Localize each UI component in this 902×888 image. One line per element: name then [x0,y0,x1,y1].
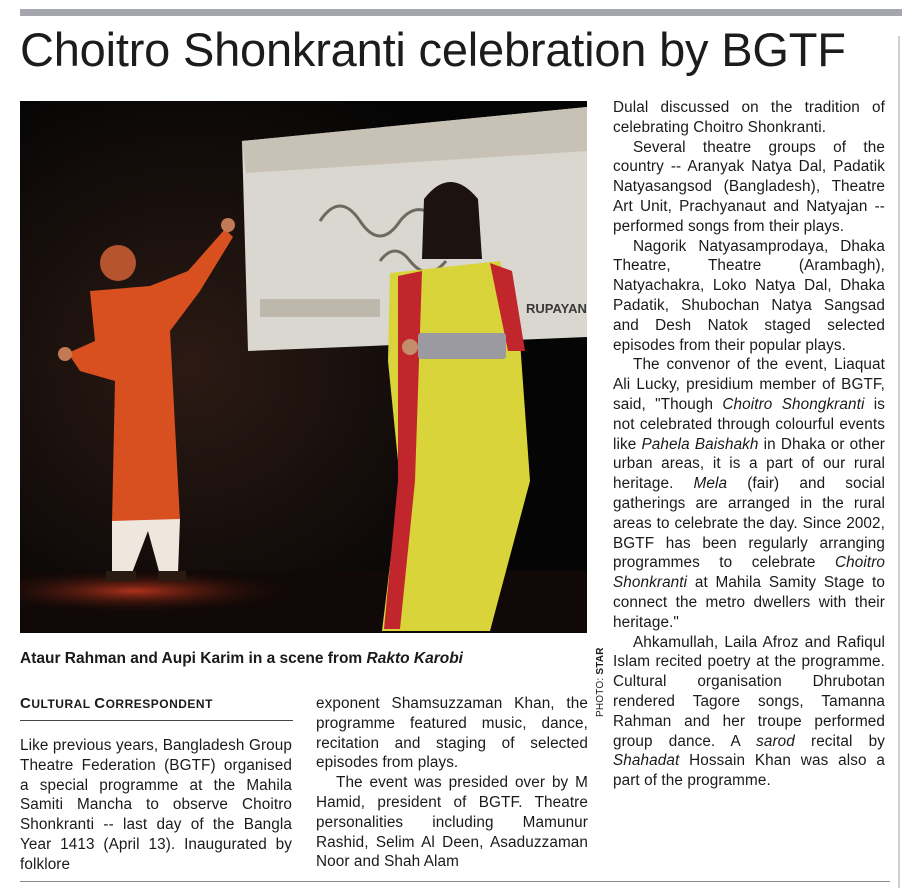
article-paragraph: Several theatre groups of the country -- Aranyak Natya Dal, Padatik Natyasangsod (Bangladesh), Theatre Art Unit, Prachyanaut and Natyajan -- performed songs from their plays. [613,138,885,235]
byline: CULTURAL CORRESPONDENT [20,695,213,712]
article-paragraph-cont: Dulal discussed on the tradition of celebrating Choitro Shonkranti. [613,99,885,136]
article-paragraph: The event was presided over by M Hamid, president of BGTF. Theatre personalities including Mamunur Rashid, Selim Al Deen, Asaduzzaman Noor and Shah Alam [316,774,588,871]
article-paragraph-cont: exponent Shamsuzzaman Khan, the programme featured music, dance, recitation and staging of selected episodes from plays. [316,695,588,772]
caption-text: Ataur Rahman and Aupi Karim in a scene from [20,650,367,667]
photo-credit-name: STAR [595,647,606,675]
article-column-3 [613,98,885,791]
bottom-rule [20,881,890,882]
offering-plate [418,333,506,359]
article-paragraph: Ahkamullah, Laila Afroz and Rafiqul Islam recited poetry at the programme. Cultural organisation Dhrubotan rendered Tagore songs, Tamanna Rahman and her troupe performed group dance. A sarod recital by Shahadat Hossain Khan was also a part of the programme. [613,633,885,790]
article-photo [20,101,587,633]
photo-caption [20,647,590,671]
stage-scene-illustration [20,101,587,633]
banner-logo-text: RUPAYAN [526,301,587,316]
article-column-1 [20,736,292,875]
top-color-bar [20,9,902,16]
headline: Choitro Shonkranti celebration by BGTF [20,23,846,76]
article-paragraph: Like previous years, Bangladesh Group Theatre Federation (BGTF) organised a special programme at the Mahila Samiti Mancha to observe Choitro Shonkranti -- last day of the Bangla Year 1413 (April 13). Inaugurated by folklore [20,737,292,873]
article-column-2 [316,694,588,872]
right-edge-rule [898,36,900,888]
byline-rule [20,720,293,721]
article-paragraph: Nagorik Natyasamprodaya, Dhaka Theatre, Theatre (Arambagh), Natyachakra, Loko Natya Dal, Dhaka Padatik, Shubochan Natya Sangsad and Desh Natok staged selected episodes from their popular plays. [613,237,885,354]
caption-play-title: Rakto Karobi [366,650,463,667]
article-paragraph-quote: The convenor of the event, Liaquat Ali Lucky, presidium member of BGTF, said, "Though Choitro Shongkranti is not celebrated through colourful events like Pahela Baishakh in Dhaka or other urban areas, it is a part of our rural heritage. Mela (fair) and social gatherings are arranged in the rural areas to celebrate the day. Since 2002, BGTF has been regularly arranging programmes to celebrate Choitro Shonkranti at Mahila Samity Stage to connect the metro dwellers with their heritage." [613,356,886,631]
photo-credit-prefix: PHOTO: [595,674,606,717]
